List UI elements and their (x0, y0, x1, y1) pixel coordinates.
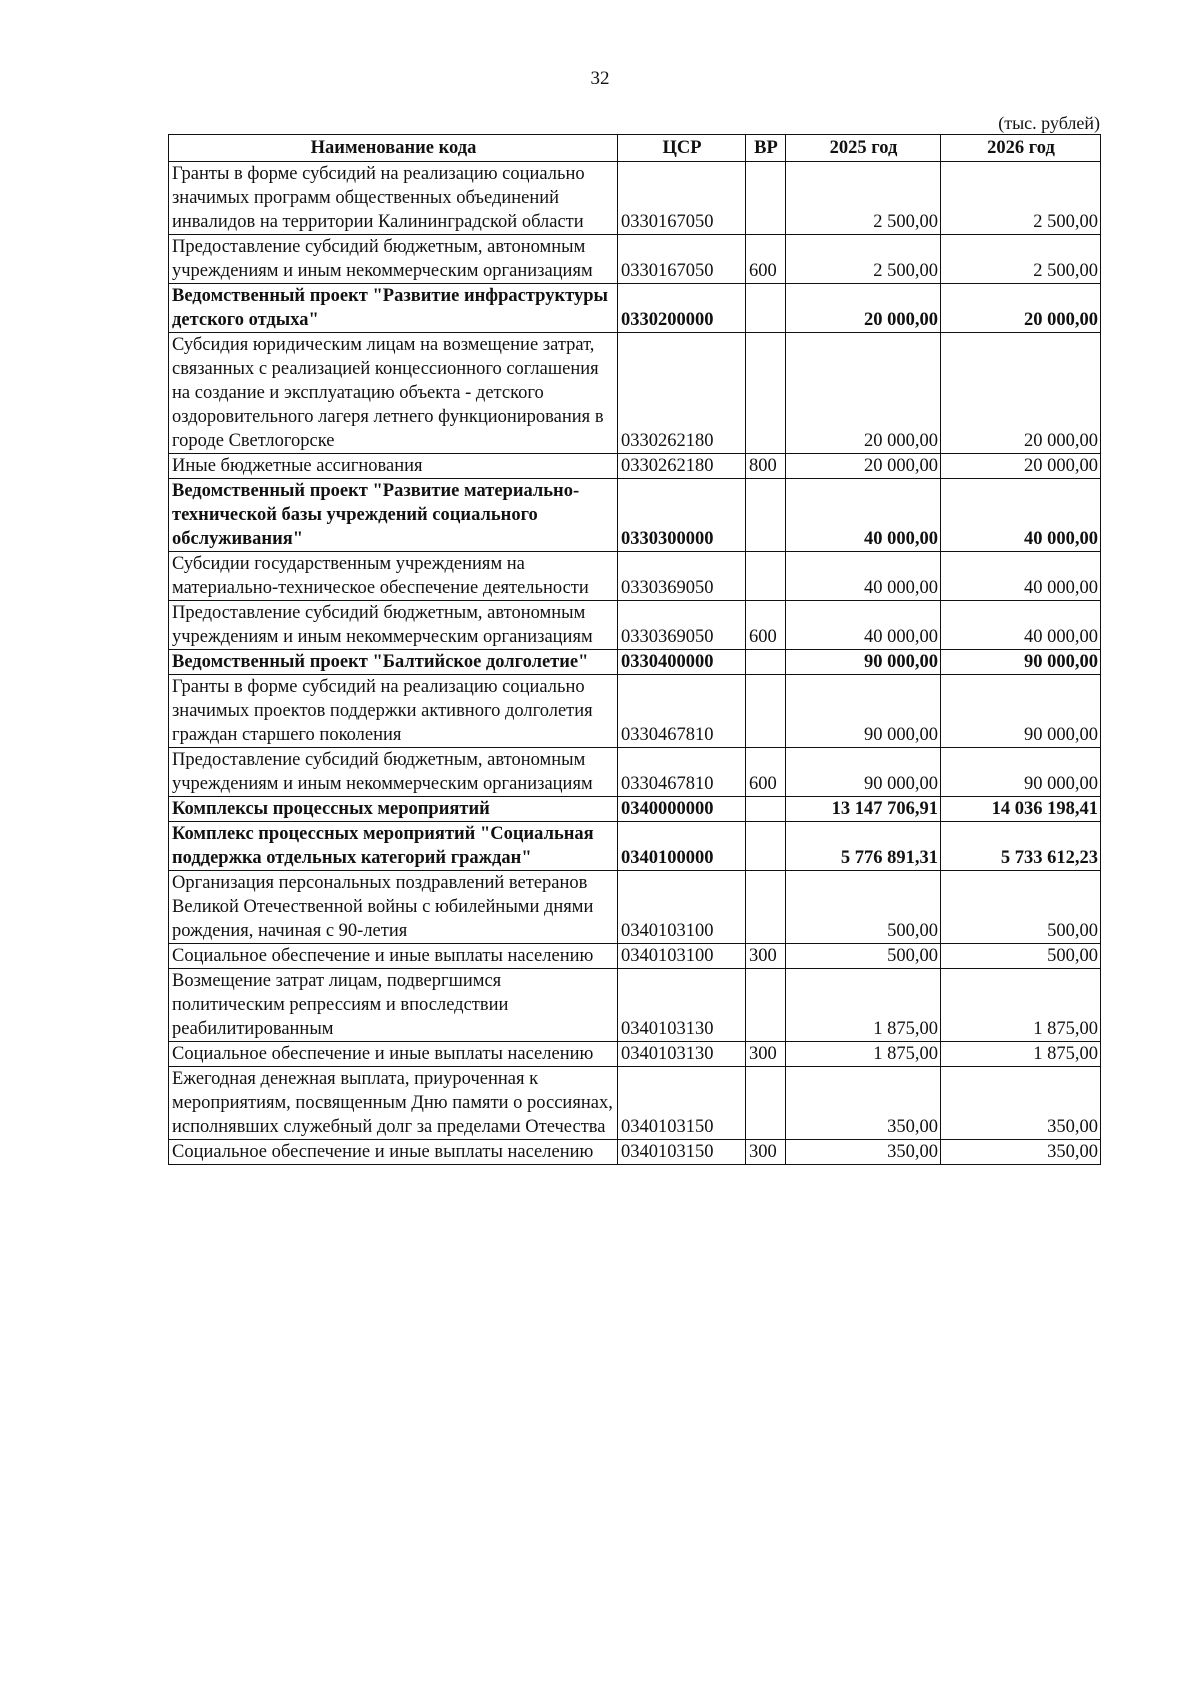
cell-csr: 0330200000 (618, 284, 746, 333)
cell-csr: 0340103130 (618, 1042, 746, 1067)
table-row (169, 1067, 1101, 1140)
cell-2026: 1 875,00 (941, 1042, 1101, 1067)
cell-2025: 20 000,00 (786, 454, 941, 479)
table-row (169, 675, 1101, 748)
cell-csr: 0330369050 (618, 601, 746, 650)
header-csr: ЦСР (618, 135, 746, 162)
cell-name: Социальное обеспечение и иные выплаты населению (169, 944, 618, 969)
cell-vr (746, 333, 786, 454)
cell-vr (746, 797, 786, 822)
table-row (169, 333, 1101, 454)
cell-vr: 300 (746, 1042, 786, 1067)
page-number: 32 (590, 68, 610, 89)
cell-csr: 0330467810 (618, 675, 746, 748)
cell-csr: 0330400000 (618, 650, 746, 675)
cell-vr: 600 (746, 235, 786, 284)
cell-name: Субсидия юридическим лицам на возмещение затрат, связанных с реализацией концессионного соглашения на создание и эксплуатацию объекта - детского оздоровительного лагеря летнего функционирования в городе Светлогорске (169, 333, 618, 454)
cell-vr: 600 (746, 601, 786, 650)
cell-2026: 5 733 612,23 (941, 822, 1101, 871)
cell-name: Комплексы процессных мероприятий (169, 797, 618, 822)
cell-csr: 0330167050 (618, 162, 746, 235)
cell-2026: 90 000,00 (941, 650, 1101, 675)
cell-csr: 0340103130 (618, 969, 746, 1042)
cell-2026: 40 000,00 (941, 479, 1101, 552)
table-row (169, 1042, 1101, 1067)
cell-2025: 90 000,00 (786, 650, 941, 675)
cell-vr (746, 284, 786, 333)
cell-2025: 13 147 706,91 (786, 797, 941, 822)
table-row (169, 162, 1101, 235)
cell-csr: 0330300000 (618, 479, 746, 552)
cell-2025: 90 000,00 (786, 748, 941, 797)
cell-vr (746, 162, 786, 235)
cell-2025: 500,00 (786, 871, 941, 944)
cell-vr (746, 822, 786, 871)
cell-csr: 0330167050 (618, 235, 746, 284)
cell-name: Ведомственный проект "Развитие инфраструктуры детского отдыха" (169, 284, 618, 333)
cell-csr: 0330467810 (618, 748, 746, 797)
cell-name: Иные бюджетные ассигнования (169, 454, 618, 479)
table-row (169, 1140, 1101, 1165)
cell-name: Ведомственный проект "Развитие материально-технической базы учреждений социального обслуживания" (169, 479, 618, 552)
cell-name: Ведомственный проект "Балтийское долголетие" (169, 650, 618, 675)
cell-2026: 500,00 (941, 944, 1101, 969)
cell-2025: 40 000,00 (786, 552, 941, 601)
table-body (169, 162, 1101, 1165)
cell-vr (746, 650, 786, 675)
cell-name: Ежегодная денежная выплата, приуроченная к мероприятиям, посвященным Дню памяти о россиянах, исполнявших служебный долг за пределами Отечества (169, 1067, 618, 1140)
cell-name: Гранты в форме субсидий на реализацию социально значимых проектов поддержки активного долголетия граждан старшего поколения (169, 675, 618, 748)
cell-name: Комплекс процессных мероприятий "Социальная поддержка отдельных категорий граждан" (169, 822, 618, 871)
cell-csr: 0330262180 (618, 454, 746, 479)
cell-csr: 0330369050 (618, 552, 746, 601)
cell-2025: 20 000,00 (786, 333, 941, 454)
table-row (169, 601, 1101, 650)
cell-vr: 800 (746, 454, 786, 479)
cell-vr (746, 1067, 786, 1140)
table-row (169, 797, 1101, 822)
cell-2025: 1 875,00 (786, 969, 941, 1042)
cell-csr: 0340103100 (618, 871, 746, 944)
table-row (169, 822, 1101, 871)
cell-2026: 1 875,00 (941, 969, 1101, 1042)
budget-table (168, 134, 1101, 1165)
cell-vr (746, 552, 786, 601)
table-row (169, 479, 1101, 552)
cell-name: Предоставление субсидий бюджетным, автономным учреждениям и иным некоммерческим организациям (169, 748, 618, 797)
cell-vr: 300 (746, 944, 786, 969)
cell-vr: 300 (746, 1140, 786, 1165)
cell-vr: 600 (746, 748, 786, 797)
cell-csr: 0340103150 (618, 1140, 746, 1165)
cell-vr (746, 479, 786, 552)
cell-csr: 0340000000 (618, 797, 746, 822)
cell-2026: 350,00 (941, 1067, 1101, 1140)
cell-2026: 20 000,00 (941, 454, 1101, 479)
cell-csr: 0340103100 (618, 944, 746, 969)
cell-2025: 40 000,00 (786, 601, 941, 650)
cell-vr (746, 871, 786, 944)
header-vr: ВР (746, 135, 786, 162)
table-row (169, 552, 1101, 601)
cell-csr: 0340103150 (618, 1067, 746, 1140)
table-row (169, 454, 1101, 479)
cell-2025: 5 776 891,31 (786, 822, 941, 871)
cell-2025: 40 000,00 (786, 479, 941, 552)
cell-2025: 350,00 (786, 1067, 941, 1140)
cell-2025: 350,00 (786, 1140, 941, 1165)
cell-2026: 90 000,00 (941, 748, 1101, 797)
cell-2025: 2 500,00 (786, 162, 941, 235)
cell-2026: 90 000,00 (941, 675, 1101, 748)
units-note: (тыс. рублей) (998, 113, 1100, 133)
cell-csr: 0330262180 (618, 333, 746, 454)
cell-name: Социальное обеспечение и иные выплаты населению (169, 1140, 618, 1165)
table-header-row (169, 135, 1101, 162)
cell-2025: 2 500,00 (786, 235, 941, 284)
table-row (169, 969, 1101, 1042)
cell-2026: 2 500,00 (941, 162, 1101, 235)
table-row (169, 748, 1101, 797)
cell-2026: 2 500,00 (941, 235, 1101, 284)
header-2025: 2025 год (786, 135, 941, 162)
cell-2026: 20 000,00 (941, 284, 1101, 333)
cell-2025: 1 875,00 (786, 1042, 941, 1067)
cell-name: Возмещение затрат лицам, подвергшимся политическим репрессиям и впоследствии реабилитированным (169, 969, 618, 1042)
cell-2025: 500,00 (786, 944, 941, 969)
cell-vr (746, 675, 786, 748)
table-row (169, 944, 1101, 969)
cell-name: Предоставление субсидий бюджетным, автономным учреждениям и иным некоммерческим организациям (169, 235, 618, 284)
cell-2026: 40 000,00 (941, 601, 1101, 650)
header-name: Наименование кода (169, 135, 618, 162)
cell-csr: 0340100000 (618, 822, 746, 871)
cell-name: Гранты в форме субсидий на реализацию социально значимых программ общественных объединений инвалидов на территории Калининградской области (169, 162, 618, 235)
cell-name: Предоставление субсидий бюджетным, автономным учреждениям и иным некоммерческим организациям (169, 601, 618, 650)
cell-name: Субсидии государственным учреждениям на материально-техническое обеспечение деятельности (169, 552, 618, 601)
table-row (169, 871, 1101, 944)
cell-2026: 14 036 198,41 (941, 797, 1101, 822)
cell-2026: 350,00 (941, 1140, 1101, 1165)
cell-2026: 500,00 (941, 871, 1101, 944)
cell-name: Организация персональных поздравлений ветеранов Великой Отечественной войны с юбилейными днями рождения, начиная с 90-летия (169, 871, 618, 944)
table-row (169, 235, 1101, 284)
cell-2025: 20 000,00 (786, 284, 941, 333)
table-row (169, 650, 1101, 675)
cell-name: Социальное обеспечение и иные выплаты населению (169, 1042, 618, 1067)
cell-2025: 90 000,00 (786, 675, 941, 748)
header-2026: 2026 год (941, 135, 1101, 162)
cell-2026: 20 000,00 (941, 333, 1101, 454)
cell-vr (746, 969, 786, 1042)
table-row (169, 284, 1101, 333)
cell-2026: 40 000,00 (941, 552, 1101, 601)
